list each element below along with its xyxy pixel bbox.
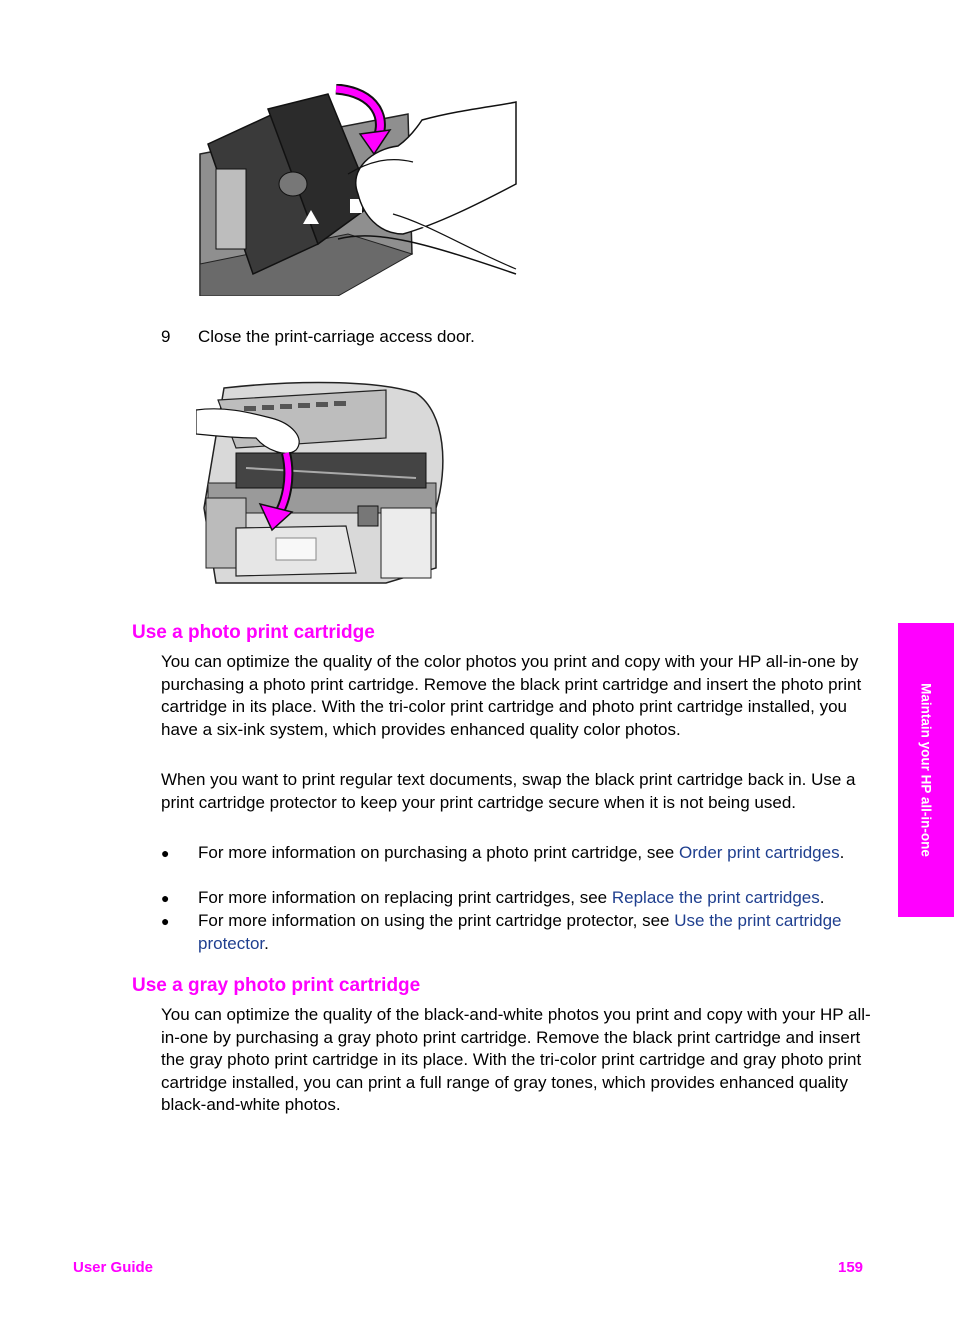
bullet-marker: ● [161,845,170,861]
chapter-side-tab [898,623,954,917]
gray-cartridge-paragraph: You can optimize the quality of the black-and-white photos you print and copy with your HP all-in-one by purchasing a gray photo print cartridge. Remove the black print cartridge and insert the gray photo print cartridge in its place. With the tri-color print cartridge and gray photo print cartridge installed, you can print a full range of gray tones, which provides enhanced quality black-and-white photos. [161,1005,871,1114]
chapter-side-tab-label: Maintain your HP all-in-one [918,683,934,857]
section-heading-photo-cartridge: Use a photo print cartridge [132,622,375,643]
bullet-marker: ● [161,913,170,929]
footer-guide-title: User Guide [73,1259,154,1276]
bullet-marker: ● [161,890,170,906]
cartridge-install-illustration [198,84,518,296]
list-item: For more information on replacing print cartridges, see Replace the print cartridges. [198,888,825,907]
link-use-cartridge-protector[interactable]: Use the print cartridge protector [198,911,842,953]
photo-cartridge-paragraph-1: You can optimize the quality of the color photos you print and copy with your HP all-in-one by purchasing a photo print cartridge. Remove the black print cartridge and insert the photo print cartridge in its place. With the tri-color print cartridge and photo print cartridge installed, you have a six-ink system, which provides enhanced quality color photos. [161,652,862,739]
photo-cartridge-paragraph-2: When you want to print regular text documents, swap the black print cartridge back in. Use a print cartridge protector to keep your print cartridge secure when it is not being used. [161,770,856,812]
step-text: Close the print-carriage access door. [198,327,475,346]
link-order-print-cartridges[interactable]: Order print cartridges [678,843,840,862]
list-item: For more information on purchasing a photo print cartridge, see Order print cartridges. [198,843,845,862]
list-item: For more information on using the print cartridge protector, see Use the print cartridge protector. [198,911,842,953]
step-number: 9 [161,327,171,346]
link-replace-print-cartridges[interactable]: Replace the print cartridges [611,888,820,907]
printer-door-illustration [196,378,450,588]
section-heading-gray-photo-cartridge: Use a gray photo print cartridge [132,975,421,996]
footer-page-number: 159 [838,1259,864,1276]
